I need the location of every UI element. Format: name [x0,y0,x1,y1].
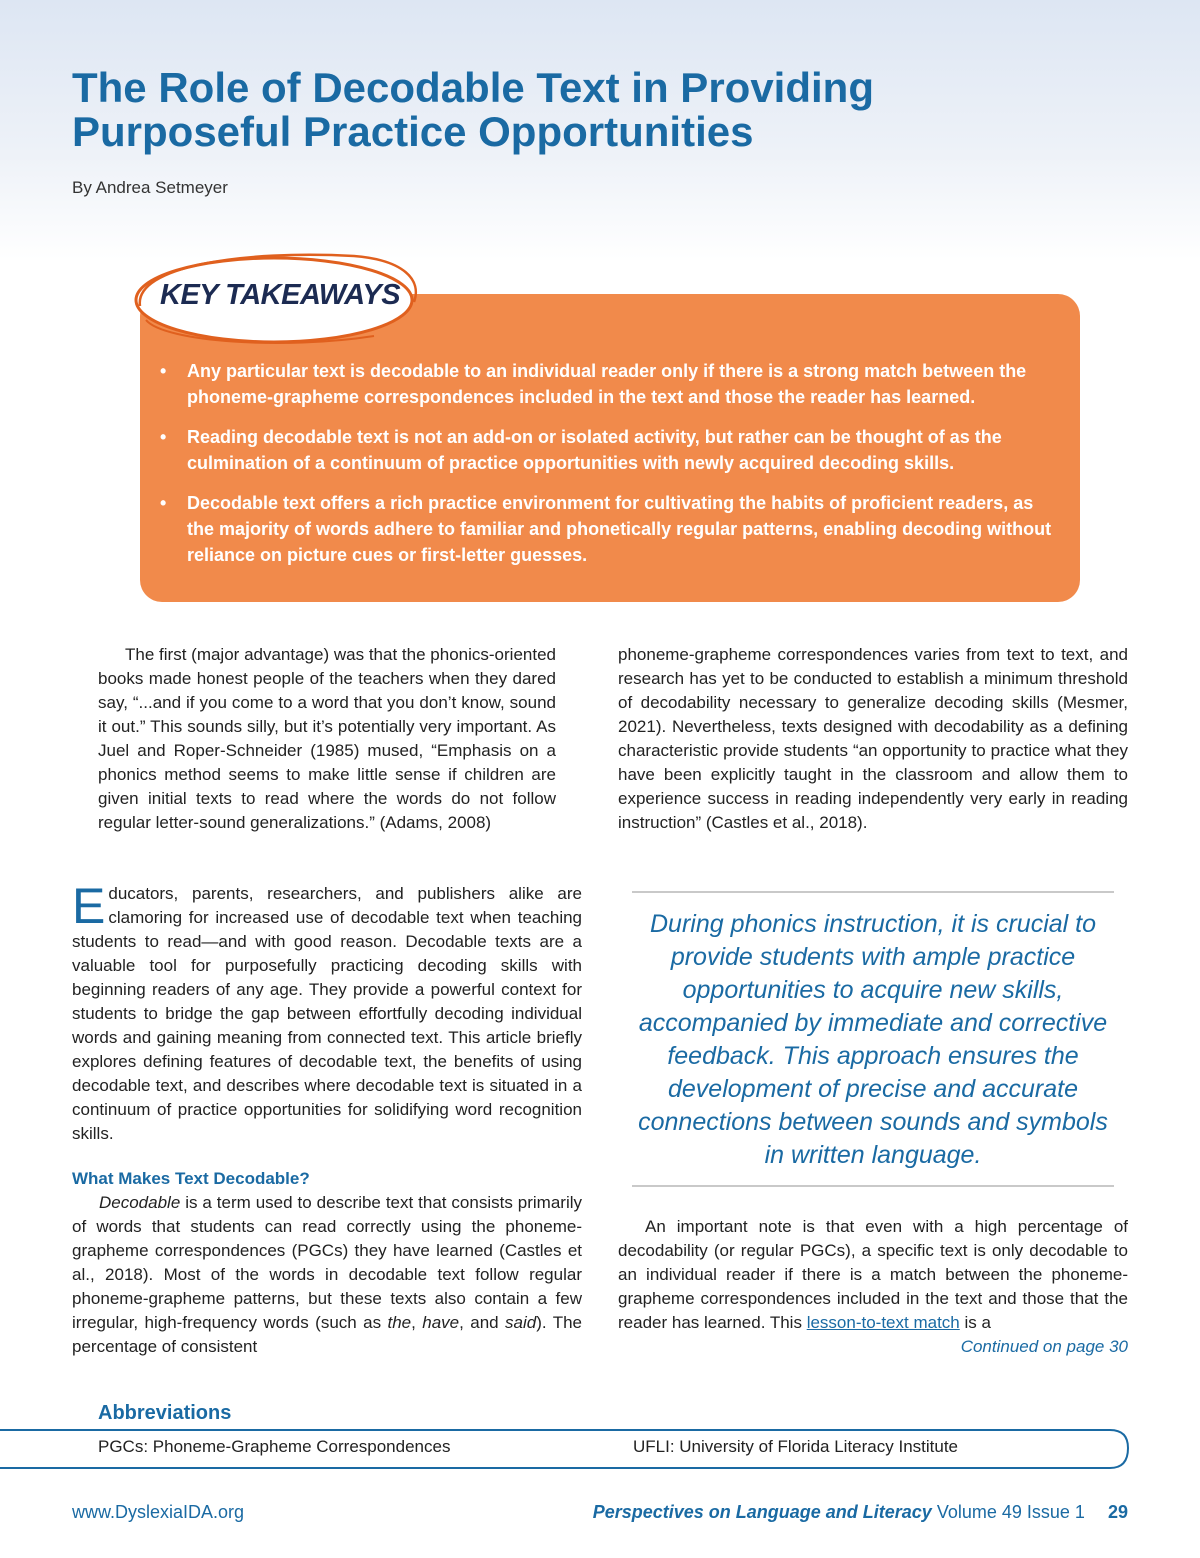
byline: By Andrea Setmeyer [72,178,228,197]
key-takeaways-list [160,358,1060,582]
opening-quote-text: The first (major advantage) was that the phonics-oriented books made honest people of the teachers when they dared say, “...and if you come to a word that you don’t know, sound it out.” This sounds silly, but it’s potentially very important. As Juel and Roper-Schneider (1985) mused, “Emphasis on a phonics method seems to make little sense if children are given initial texts to read where the words do not follow regular letter-sound generalizations.” (Adams, 2008) [98,645,556,832]
section-heading: What Makes Text Decodable? [72,1169,310,1188]
volume-issue: Volume 49 Issue 1 [936,1502,1085,1522]
term-decodable: Decodable [99,1193,181,1212]
continued-note: Continued on page 30 [960,1337,1128,1356]
opening-quote [98,643,556,835]
pull-quote-top-rule [632,891,1114,893]
paragraph-text: An important note is that even with a high percentage of decodability (or regular PGCs), a specific text is only decodable to an individual reader if there is a match between the phoneme-grapheme correspondences included in the text and those that the reader has learned. This [618,1217,1128,1332]
key-takeaways-label-badge [124,246,424,350]
separator: , and [459,1313,506,1332]
example-word: have [422,1313,460,1332]
list-item [160,490,1060,568]
takeaway-text: Decodable text offers a rich practice environment for cultivating the habits of proficient readers, as the majority of words adhere to familiar and phonetically regular patterns, enabling decoding without reliance on picture cues or first-letter guesses. [187,493,1052,565]
takeaway-text: Reading decodable text is not an add-on or isolated activity, but rather can be thought of as the culmination of a continuum of practice opportunities with newly acquired decoding skills. [187,427,1002,473]
abbreviations-heading: Abbreviations [98,1402,232,1424]
paragraph [618,1215,1128,1335]
pull-quote-bottom-rule [632,1185,1114,1187]
intro-paragraph [72,878,582,1146]
paragraph-text: is a [959,1313,991,1332]
title-line-1: The Role of Decodable Text in Providing [72,64,874,111]
key-takeaways-label: KEY TAKEAWAYS [160,279,401,311]
article-title [72,66,1132,154]
paragraph-text: ). The percentage of consistent [72,1313,583,1356]
abbreviation-item: PGCs: Phoneme-Grapheme Correspondences [98,1437,451,1456]
page-number: 29 [1107,1502,1128,1522]
intro-text: ducators, parents, researchers, and publishers alike are clamoring for increased use of decodable text when teaching students to read—and with good reason. Decodable texts are a valuable tool for purposefully practicing decoding skills with beginning readers of any age. They provide a powerful context for students to bridge the gap between effortfully decoding individual words and gaining meaning from connected text. This article briefly explores defining features of decodable text, the benefits of using decodable text, and describes where decodable text is situated in a continuum of practice opportunities for solidifying word recognition skills. [72,884,582,1143]
lesson-to-text-match-link[interactable]: lesson-to-text match [806,1313,960,1332]
right-column-bottom [618,1215,1128,1359]
right-column-top [618,643,1128,835]
example-word: the [387,1313,412,1332]
title-line-2: Purposeful Practice Opportunities [72,108,754,155]
footer-url[interactable]: www.DyslexiaIDA.org [72,1502,245,1522]
paragraph-text: is a term used to describe text that consists primarily of words that students can read correctly using the phoneme-grapheme correspondences (PGCs) they have learned (Castles et al., 2018). Most of the words in decodable text follow regular phoneme-grapheme patterns, but these texts also contain a few irregular, high-frequency words (such as [72,1193,582,1332]
drop-cap: E [72,878,106,934]
abbreviation-item: UFLI: University of Florida Literacy Institute [633,1437,959,1456]
footer-publication [593,1502,1128,1523]
example-word: said [505,1313,537,1332]
left-column-main [72,878,583,1359]
journal-name: Perspectives on Language and Literacy [592,1502,932,1522]
paragraph: phoneme-grapheme correspondences varies from text to text, and research has yet to be conducted to establish a minimum threshold of decodability necessary to generalize decoding skills (Mesmer, 2021). Nevertheless, texts designed with decodability as a defining characteristic provide students “an opportunity to practice what they have been explicitly taught in the classroom and allow them to experience success in reading independently very early in reading instruction” (Castles et al., 2018). [618,645,1128,832]
bullet-icon: • [160,361,167,381]
bullet-icon: • [160,427,167,447]
section-paragraph [72,1191,582,1359]
list-item [160,358,1060,410]
list-item [160,424,1060,476]
bullet-icon: • [160,493,167,513]
separator: , [411,1313,423,1332]
takeaway-text: Any particular text is decodable to an individual reader only if there is a strong match between the phoneme-grapheme correspondences included in the text and those the reader has learned. [187,361,1027,407]
pull-quote: During phonics instruction, it is crucial to provide students with ample practice opportunities to acquire new skills, accompanied by immediate and corrective feedback. This approach ensures the development of precise and accurate connections between sounds and symbols in written language. [638,910,1108,1169]
